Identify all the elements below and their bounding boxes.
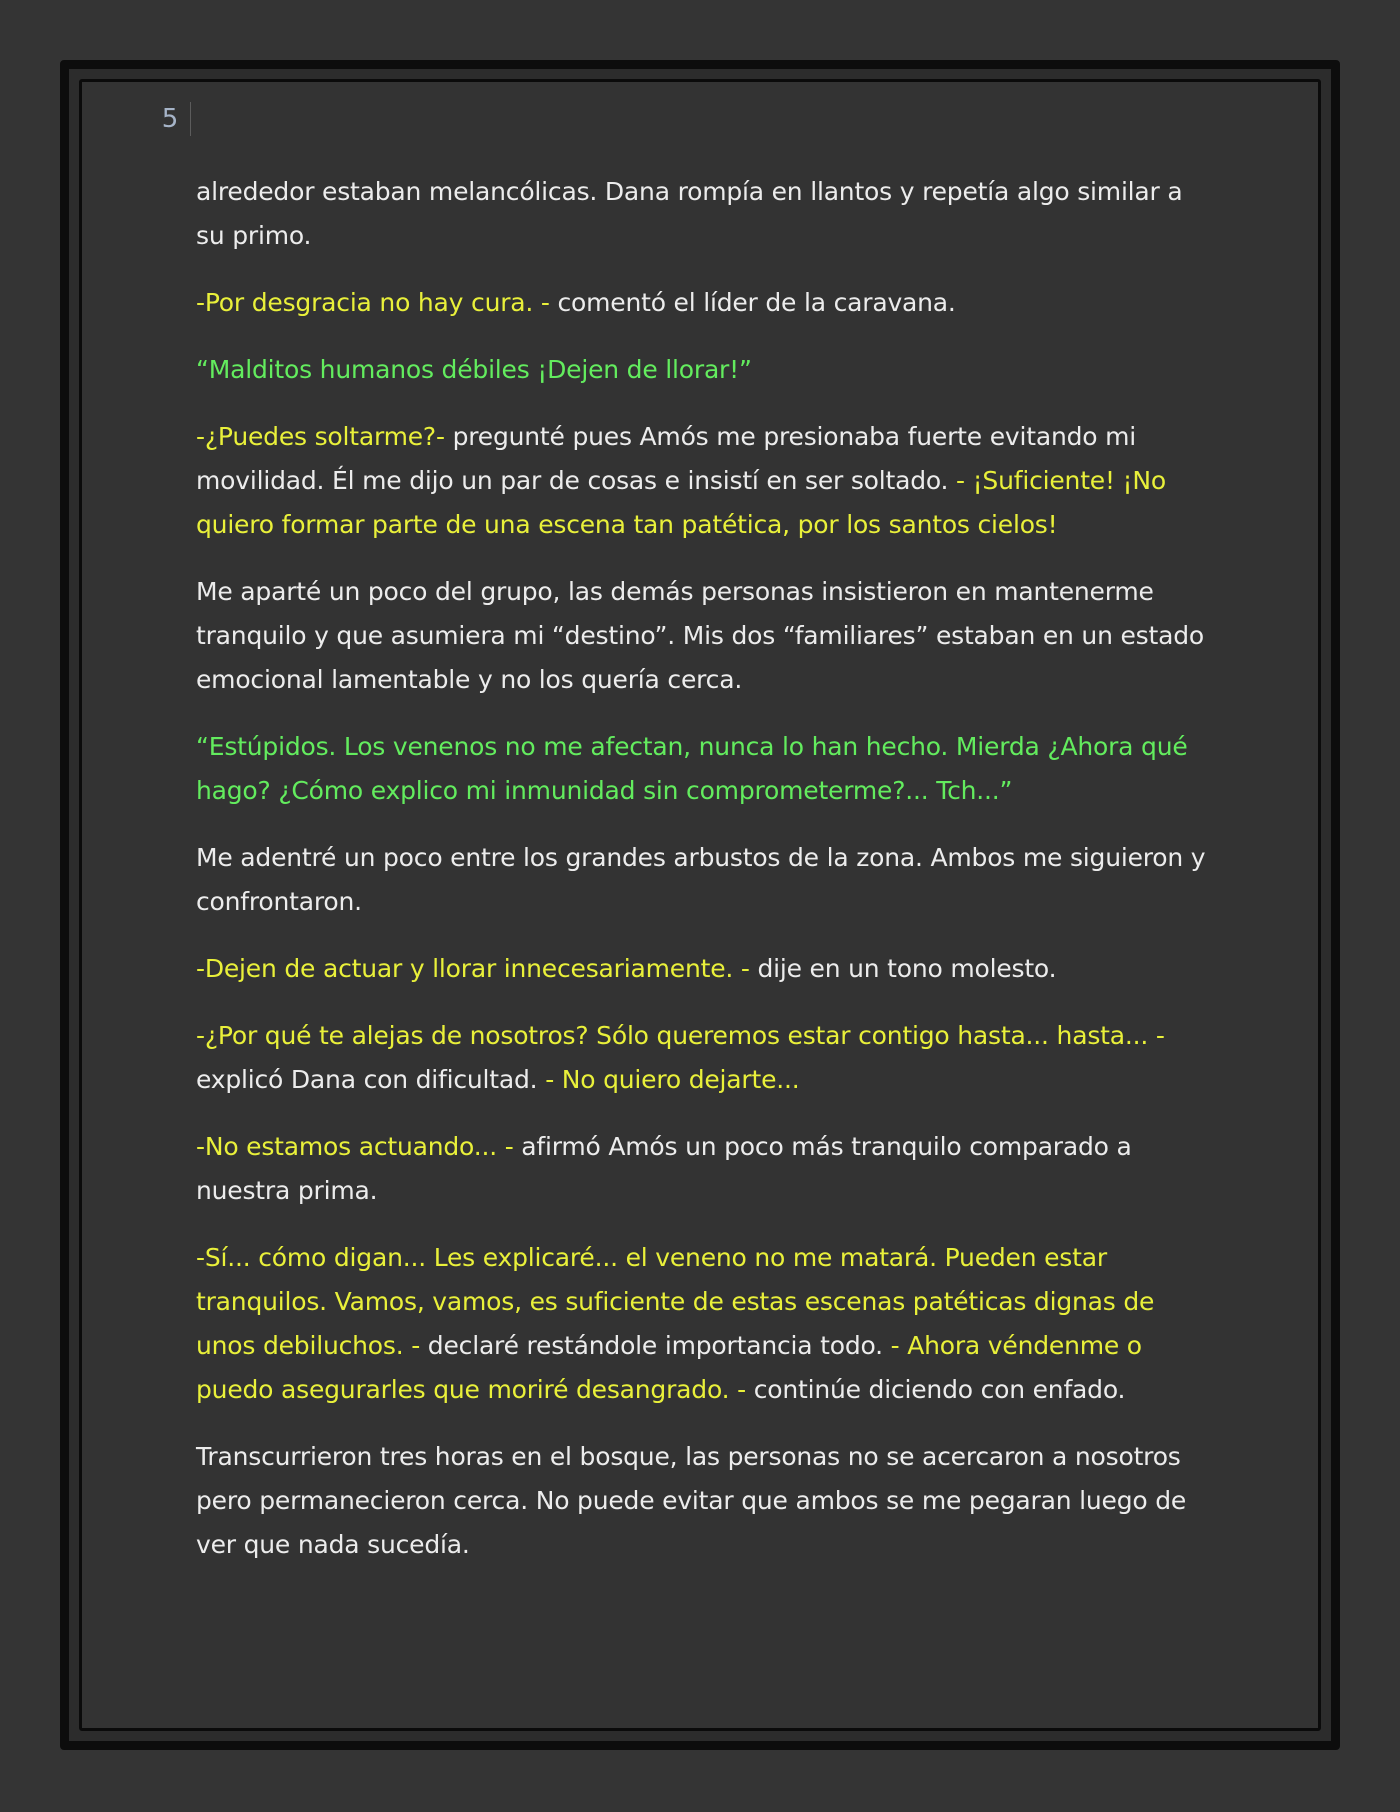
paragraph — [196, 1236, 1214, 1412]
dialogue-text: -Por desgracia no hay cura. - — [196, 288, 558, 317]
paragraph — [196, 1014, 1214, 1102]
dialogue-text: -Dejen de actuar y llorar innecesariamente. - — [196, 954, 758, 983]
page-frame-inner — [79, 79, 1321, 1731]
paragraph — [196, 281, 1214, 325]
narration-text: Me adentré un poco entre los grandes arbustos de la zona. Ambos me siguieron y confrontaron. — [196, 843, 1206, 916]
dialogue-text: - Ahora véndenme o puedo asegurarles que moriré desangrado. - — [196, 1331, 1142, 1404]
dialogue-text: -Sí... cómo digan... Les explicaré... el veneno no me matará. Pueden estar tranquilos. Vamos, vamos, es suficiente de estas escenas patéticas dignas de unos debiluchos. - — [196, 1243, 1155, 1360]
narration-text: afirmó Amós un poco más tranquilo comparado a nuestra prima. — [196, 1132, 1132, 1205]
story-text — [196, 170, 1214, 1590]
paragraph — [196, 725, 1214, 813]
page-frame — [60, 60, 1340, 1750]
paragraph — [196, 836, 1214, 924]
thought-text: “Estúpidos. Los venenos no me afectan, nunca lo han hecho. Mierda ¿Ahora qué hago? ¿Cómo explico mi inmunidad sin comprometerme?... Tch...” — [196, 732, 1188, 805]
narration-text: declaré restándole importancia todo. — [427, 1331, 891, 1360]
paragraph — [196, 570, 1214, 702]
narration-text: continúe diciendo con enfado. — [753, 1375, 1126, 1404]
narration-text: alrededor estaban melancólicas. Dana rompía en llantos y repetía algo similar a su primo. — [196, 177, 1183, 250]
narration-text: comentó el líder de la caravana. — [557, 288, 956, 317]
narration-text: pregunté pues Amós me presionaba fuerte evitando mi movilidad. Él me dijo un par de cosas e insistí en ser soltado. — [196, 422, 1136, 495]
paragraph — [196, 1125, 1214, 1213]
narration-text: Me aparté un poco del grupo, las demás personas insistieron en mantenerme tranquilo y que asumiera mi “destino”. Mis dos “familiares” estaban en un estado emocional lamentable y no los quería cerca. — [196, 577, 1204, 694]
dialogue-text: - ¡Suficiente! ¡No quiero formar parte de una escena tan patética, por los santos cielos! — [196, 466, 1166, 539]
paragraph — [196, 415, 1214, 547]
page-number: 5 — [150, 102, 191, 136]
narration-text: Transcurrieron tres horas en el bosque, las personas no se acercaron a nosotros pero permanecieron cerca. No puede evitar que ambos se me pegaran luego de ver que nada sucedía. — [196, 1442, 1187, 1559]
dialogue-text: -No estamos actuando... - — [196, 1132, 522, 1161]
narration-text: dije en un tono molesto. — [757, 954, 1057, 983]
dialogue-text: - No quiero dejarte... — [545, 1065, 800, 1094]
paragraph — [196, 1435, 1214, 1567]
narration-text: explicó Dana con dificultad. — [196, 1065, 546, 1094]
dialogue-text: -¿Puedes soltarme?- — [196, 422, 453, 451]
thought-text: “Malditos humanos débiles ¡Dejen de llorar!” — [196, 355, 752, 384]
paragraph — [196, 947, 1214, 991]
dialogue-text: -¿Por qué te alejas de nosotros? Sólo queremos estar contigo hasta... hasta... - — [196, 1021, 1165, 1050]
paragraph — [196, 170, 1214, 258]
paragraph — [196, 348, 1214, 392]
